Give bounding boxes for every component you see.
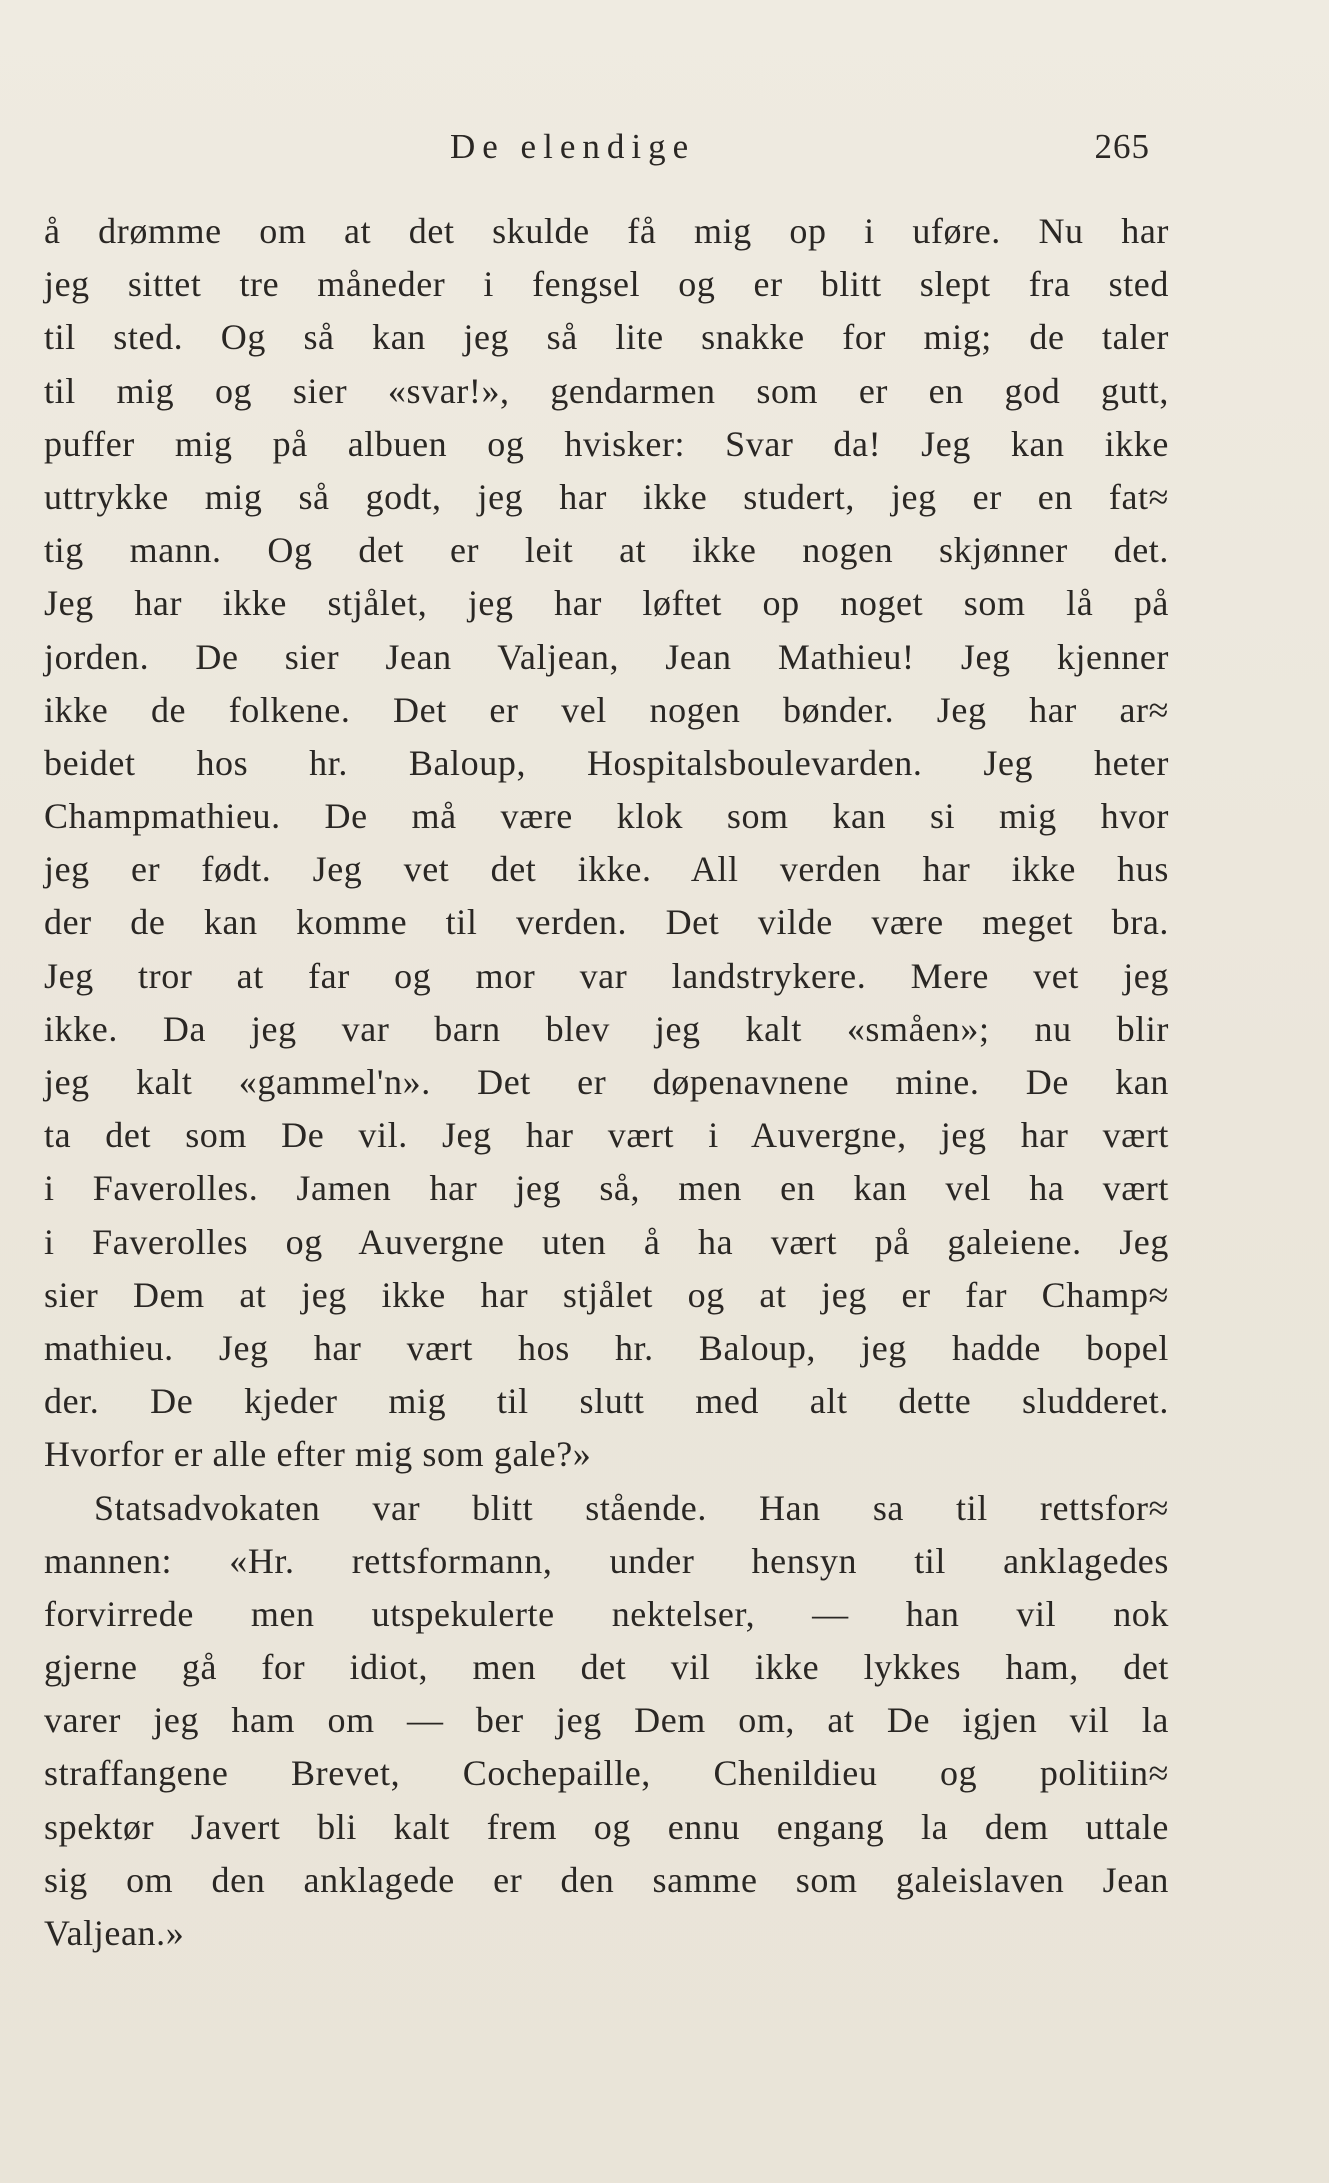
text-line: tig mann. Og det er leit at ikke nogen skjønner det. (44, 530, 1169, 571)
text-line: sier Dem at jeg ikke har stjålet og at jeg er far Champ≈ (44, 1274, 1169, 1315)
text-line: gjerne gå for idiot, men det vil ikke lykkes ham, det (44, 1647, 1169, 1688)
running-title: De elendige (450, 127, 696, 166)
text-line: spektør Javert bli kalt frem og ennu engang la dem uttale (44, 1806, 1169, 1847)
page-number: 265 (1094, 127, 1150, 166)
text-line: puffer mig på albuen og hvisker: Svar da! Jeg kan ikke (44, 423, 1169, 464)
text-line: Hvorfor er alle efter mig som gale?» (44, 1434, 592, 1475)
text-line: beidet hos hr. Baloup, Hospitalsboulevarden. Jeg heter (44, 742, 1169, 783)
body-text (44, 205, 1169, 1960)
text-line: Champmathieu. De må være klok som kan si mig hvor (44, 796, 1169, 837)
text-line: jeg kalt «gammel'n». Det er døpenavnene mine. De kan (44, 1062, 1169, 1102)
text-line: jeg sittet tre måneder i fengsel og er blitt slept fra sted (44, 264, 1169, 305)
text-line: Valjean.» (44, 1913, 185, 1953)
text-line: jeg er født. Jeg vet det ikke. All verden har ikke hus (44, 849, 1169, 890)
text-line: mathieu. Jeg har vært hos hr. Baloup, jeg hadde bopel (44, 1327, 1169, 1368)
text-line: Jeg tror at far og mor var landstrykere. Mere vet jeg (44, 955, 1169, 996)
text-line: Jeg har ikke stjålet, jeg har løftet op noget som lå på (44, 583, 1169, 624)
text-line: forvirrede men utspekulerte nektelser, — han vil nok (44, 1593, 1169, 1634)
text-line: sig om den anklagede er den samme som galeislaven Jean (44, 1859, 1169, 1900)
text-line: varer jeg ham om — ber jeg Dem om, at De igjen vil la (44, 1700, 1169, 1741)
text-line: ta det som De vil. Jeg har vært i Auvergne, jeg har vært (44, 1115, 1169, 1156)
text-line: i Faverolles. Jamen har jeg så, men en kan vel ha vært (44, 1168, 1169, 1209)
page-header (40, 122, 1150, 172)
text-line: i Faverolles og Auvergne uten å ha vært på galeiene. Jeg (44, 1221, 1169, 1262)
text-line: til sted. Og så kan jeg så lite snakke for mig; de taler (44, 317, 1169, 358)
text-line: der. De kjeder mig til slutt med alt dette sludderet. (44, 1381, 1169, 1422)
text-line: mannen: «Hr. rettsformann, under hensyn til anklagedes (44, 1540, 1169, 1581)
text-line: å drømme om at det skulde få mig op i uføre. Nu har (44, 211, 1169, 251)
text-line: jorden. De sier Jean Valjean, Jean Mathieu! Jeg kjenner (44, 636, 1169, 677)
text-line: ikke. Da jeg var barn blev jeg kalt «småen»; nu blir (44, 1008, 1169, 1049)
text-line: uttrykke mig så godt, jeg har ikke studert, jeg er en fat≈ (44, 476, 1169, 517)
text-line: ikke de folkene. Det er vel nogen bønder. Jeg har ar≈ (44, 689, 1169, 730)
text-line: straffangene Brevet, Cochepaille, Chenildieu og politiin≈ (44, 1753, 1169, 1794)
text-line: der de kan komme til verden. Det vilde være meget bra. (44, 902, 1169, 943)
paragraph-start-line: Statsadvokaten var blitt stående. Han sa til rettsfor≈ (94, 1487, 1169, 1528)
text-line: til mig og sier «svar!», gendarmen som er en god gutt, (44, 370, 1169, 411)
